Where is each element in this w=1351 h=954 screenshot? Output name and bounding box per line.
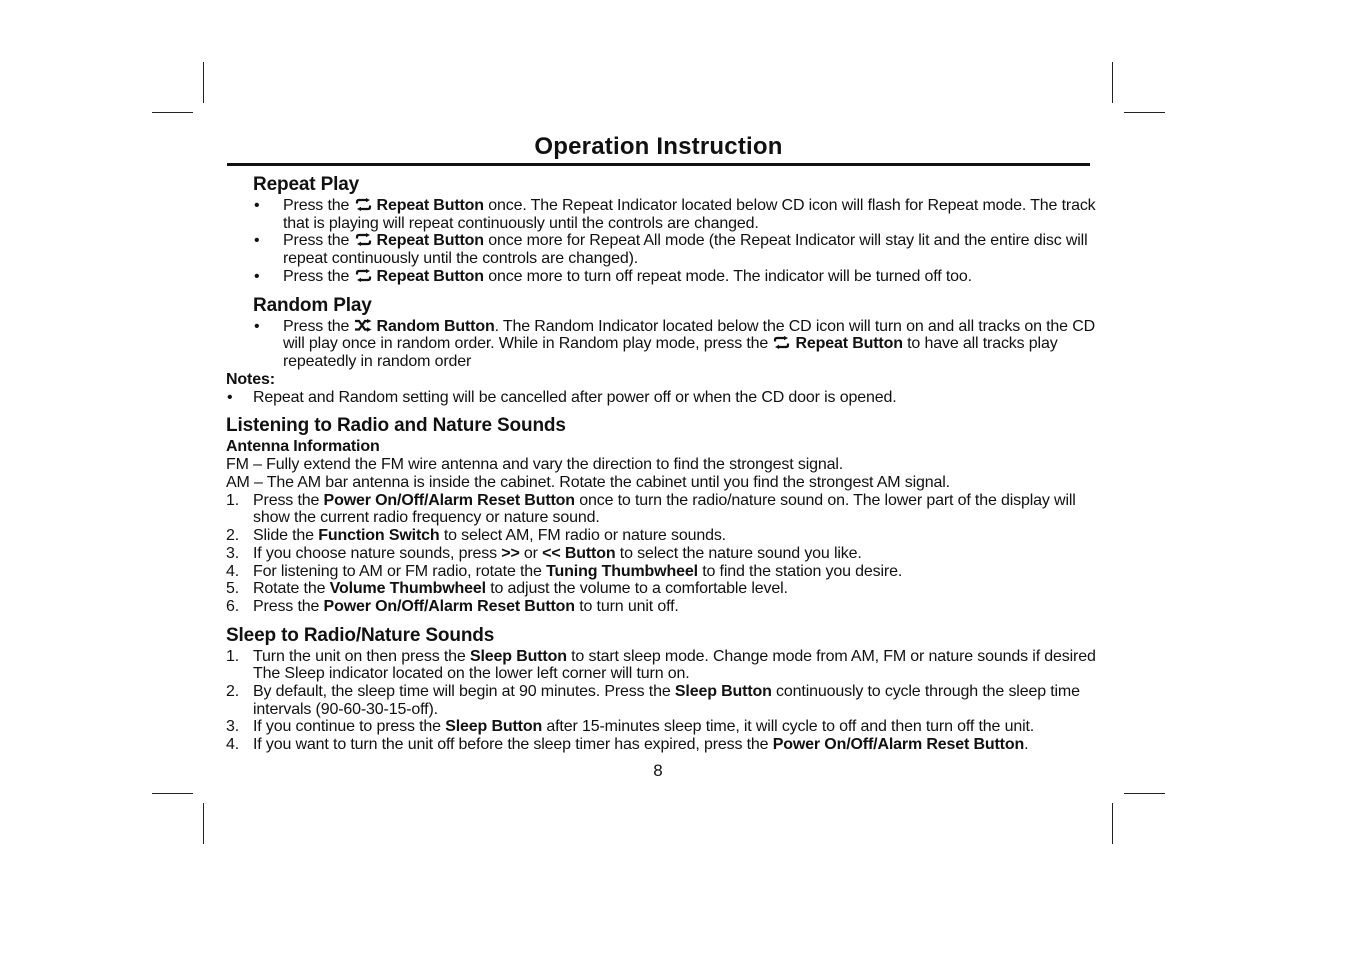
list-item: • Press the Repeat Button once. The Repeat Indicator located below CD icon will flash for Repeat mode. The track that is playing will repeat continuously until the controls are changed. (283, 197, 1116, 232)
page-title: Operation Instruction (534, 133, 783, 160)
list-item: • Press the Repeat Button once more for Repeat All mode (the Repeat Indicator will stay lit and the entire disc will repeat continuously until the controls are changed). (283, 232, 1116, 267)
page-content (226, 173, 1116, 754)
list-item: • Press the Repeat Button once more to turn off repeat mode. The indicator will be turned off too. (283, 268, 1116, 286)
random-play-heading: Random Play (253, 294, 372, 316)
shuffle-icon (354, 319, 373, 332)
list-item: 4. If you want to turn the unit off before the sleep timer has expired, press the Power On/Off/Alarm Reset Button. (226, 736, 1029, 754)
radio-heading: Listening to Radio and Nature Sounds (226, 415, 566, 437)
crop-mark (152, 793, 193, 794)
antenna-subheading: Antenna Information (226, 438, 380, 456)
list-item: 5. Rotate the Volume Thumbwheel to adjust the volume to a comfortable level. (226, 580, 788, 598)
crop-mark (1112, 62, 1113, 103)
notes-list (226, 389, 1116, 407)
fm-antenna-text: FM – Fully extend the FM wire antenna and vary the direction to find the strongest signal. (226, 456, 844, 474)
list-item: 3. If you continue to press the Sleep Button after 15-minutes sleep time, it will cycle to off and then turn off the unit. (226, 718, 1035, 736)
list-item: 3. If you choose nature sounds, press >> or << Button to select the nature sound you like. (226, 544, 862, 562)
radio-steps (226, 492, 1116, 616)
repeat-play-heading: Repeat Play (253, 174, 360, 195)
notes-heading: Notes: (226, 370, 275, 388)
list-item: 1. Turn the unit on then press the Sleep Button to start sleep mode. Change mode from AM, FM or nature sounds if desired The Sleep indicator located on the lower left corner will turn on. (226, 647, 1096, 683)
list-item: 1. Press the Power On/Off/Alarm Reset Button once to turn the radio/nature sound on. The lower part of the display will show the current radio frequency or nature sound. (226, 491, 1076, 527)
repeat-icon (354, 269, 373, 282)
sleep-heading: Sleep to Radio/Nature Sounds (226, 624, 495, 646)
list-item: • Press the Random Button. The Random Indicator located below the CD icon will turn on and all tracks on the CD will play once in random order. While in Random play mode, press the Repeat Button to have all tracks play repeatedly in random order (283, 318, 1116, 371)
crop-mark (1124, 793, 1165, 794)
list-item: • Repeat and Random setting will be cancelled after power off or when the CD door is opened. (253, 389, 1116, 407)
list-item: 2. By default, the sleep time will begin at 90 minutes. Press the Sleep Button continuously to cycle through the sleep time intervals (90-60-30-15-off). (226, 683, 1080, 718)
repeat-icon (772, 336, 791, 349)
random-play-list (226, 318, 1116, 371)
repeat-icon (354, 198, 373, 211)
page-number: 8 (653, 761, 663, 780)
title-rule (227, 163, 1090, 166)
crop-mark (203, 803, 204, 844)
crop-mark (152, 112, 193, 113)
crop-mark (1112, 803, 1113, 844)
list-item: 6. Press the Power On/Off/Alarm Reset Button to turn unit off. (226, 597, 679, 615)
list-item: 4. For listening to AM or FM radio, rotate the Tuning Thumbwheel to find the station you desire. (226, 562, 903, 580)
crop-mark (1124, 112, 1165, 113)
crop-mark (203, 62, 204, 103)
repeat-play-section (226, 173, 1116, 197)
sleep-steps (226, 648, 1116, 754)
list-item: 2. Slide the Function Switch to select AM, FM radio or nature sounds. (226, 527, 726, 545)
repeat-icon (354, 233, 373, 246)
repeat-play-list (226, 197, 1116, 286)
am-antenna-text: AM – The AM bar antenna is inside the cabinet. Rotate the cabinet until you find the strongest AM signal. (226, 474, 950, 492)
random-play-section (226, 294, 1116, 318)
